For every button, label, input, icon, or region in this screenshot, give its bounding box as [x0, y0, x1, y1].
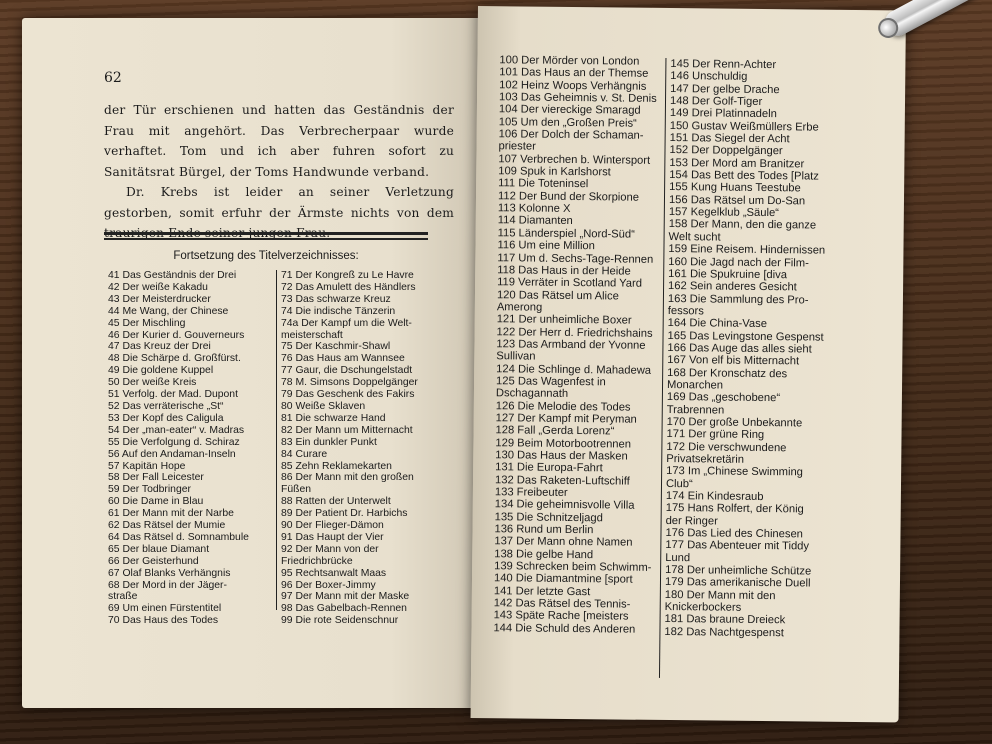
title-index-entry: 84 Curare — [281, 448, 328, 460]
title-index-entry: 147 Der gelbe Drache — [670, 82, 780, 96]
title-index-entry: 161 Die Spukruine [diva — [668, 267, 788, 282]
title-index-entry: 149 Drei Platinnadeln — [669, 107, 777, 121]
title-index-entry: 137 Der Mann ohne Namen — [494, 535, 633, 550]
title-index-entry: Füßen — [281, 484, 312, 496]
title-index-entry: 44 Me Wang, der Chinese — [108, 305, 229, 317]
title-index-entry: 98 Das Gabelbach-Rennen — [281, 603, 407, 615]
story-text — [104, 100, 454, 244]
page-number: 62 — [104, 70, 122, 86]
title-index-entry: 121 Der unheimliche Boxer — [496, 313, 632, 327]
title-index-entry: 74 Die indische Tänzerin — [281, 305, 396, 317]
title-index-entry: 53 Der Kopf des Caligula — [108, 412, 224, 424]
title-index-entry: 136 Rund um Berlin — [494, 523, 594, 537]
title-index-entry: 111 Die Toteninsel — [498, 177, 589, 191]
title-index-entry: 162 Sein anderes Gesicht — [668, 280, 797, 294]
title-index-entry: 168 Der Kronschatz des — [667, 366, 788, 380]
title-index-entry: 95 Rechtsanwalt Maas — [281, 567, 387, 579]
double-rule-divider — [104, 232, 428, 240]
title-index-entry: 55 Die Verfolgung d. Schiraz — [108, 436, 240, 448]
title-index-entry: 105 Um den „Großen Preis“ — [498, 115, 637, 130]
title-index-entry: Sullivan — [496, 350, 536, 363]
title-index-entry: 45 Der Mischling — [108, 317, 186, 329]
title-index-entry: 176 Das Lied des Chinesen — [665, 527, 803, 541]
left-page — [22, 18, 482, 708]
title-index-entry: 83 Ein dunkler Punkt — [281, 436, 377, 448]
title-index-column — [108, 270, 286, 627]
title-index-entry: 159 Eine Reisem. Hindernissen — [668, 243, 826, 257]
title-index-entry: 113 Kolonne X — [497, 202, 571, 216]
title-index-entry: 124 Die Schlinge d. Mahadewa — [496, 362, 652, 377]
story-paragraph: der Tür erschienen und hatten das Geständnis der Frau mit angehört. Das Verbrecherpaar wurde verhaftet. Tom und ich aber fuhren sofort zu Sanitätsrat Bürgel, der Toms Handwunde verband. — [104, 103, 454, 179]
title-index-entry: 172 Die verschwundene — [666, 440, 787, 454]
title-index-entry: 167 Von elf bis Mitternacht — [667, 354, 800, 368]
title-index-entry: 100 Der Mörder von London — [499, 54, 640, 68]
title-index-entry: meisterschaft — [281, 329, 343, 341]
title-index-entry: Club“ — [665, 477, 693, 490]
title-index-entry: 64 Das Rätsel d. Somnambule — [108, 531, 249, 543]
title-index-entry: 155 Kung Huans Teestube — [669, 181, 801, 195]
title-index-entry: 131 Die Europa-Fahrt — [495, 461, 603, 475]
title-index-entry: 173 Im „Chinese Swimming — [666, 465, 803, 479]
title-index-entry: 102 Heinz Woops Verhängnis — [499, 78, 647, 93]
title-index-entry: 120 Das Rätsel um Alice — [496, 288, 619, 303]
title-index-entry: 46 Der Kurier d. Gouverneurs — [108, 329, 245, 341]
title-index-column — [276, 270, 460, 627]
title-index-entry: 52 Das verräterische „St“ — [108, 400, 224, 412]
title-index-entry: Monarchen — [666, 378, 724, 392]
title-index-entry: 153 Der Mord am Branitzer — [669, 156, 805, 171]
title-index-entry: 126 Die Melodie des Todes — [495, 399, 631, 414]
title-index-entry: 109 Spuk in Karlshorst — [498, 165, 611, 179]
story-paragraph: Dr. Krebs ist leider an seiner Verletzung gestorben, somit erfuhr der Ärmste nichts von dem traurigen Ende seiner jungen Frau. — [104, 185, 454, 240]
title-index-entry: Privatsekretärin — [666, 452, 745, 466]
title-index-entry: 171 Der grüne Ring — [666, 428, 765, 442]
title-index-entry: 123 Das Armband der Yvonne — [496, 338, 646, 352]
title-index-entry: 81 Die schwarze Hand — [281, 412, 386, 424]
title-index-entry: 146 Unschuldig — [670, 70, 748, 84]
title-index-entry: 59 Der Todbringer — [108, 484, 191, 496]
title-index-column — [659, 58, 870, 680]
title-index-entry: 96 Der Boxer-Jimmy — [281, 579, 376, 591]
title-index-entry: 129 Beim Motorbootrennen — [495, 436, 632, 451]
title-index-entry: 119 Verräter in Scotland Yard — [497, 276, 643, 290]
title-index-entry: Amerong — [496, 301, 543, 314]
title-index-entry: 130 Das Haus der Masken — [495, 449, 628, 463]
title-index-entry: 142 Das Rätsel des Tennis- — [493, 597, 631, 611]
title-index-entry: 48 Die Schärpe d. Großfürst. — [108, 353, 241, 365]
title-index-entry: 128 Fall „Gerda Lorenz“ — [495, 424, 615, 438]
title-index-entry: 112 Der Bund der Skorpione — [497, 190, 640, 204]
title-index-entry: 156 Das Rätsel um Do-San — [668, 193, 806, 208]
right-page — [471, 6, 906, 722]
title-index-entry: 174 Ein Kindesraub — [665, 490, 764, 504]
title-index-entry: 58 Der Fall Leicester — [108, 472, 204, 484]
title-index-entry: 49 Die goldene Kuppel — [108, 365, 214, 377]
title-index-entry: 135 Die Schnitzeljagd — [494, 510, 603, 525]
title-index-entry: 132 Das Raketen-Luftschiff — [494, 473, 630, 488]
title-index-entry: 115 Länderspiel „Nord-Süd“ — [497, 227, 635, 241]
title-index-entry: 76 Das Haus am Wannsee — [281, 353, 405, 365]
title-index-entry: Lund — [665, 551, 691, 565]
title-index-entry: 57 Kapitän Hope — [108, 460, 186, 472]
title-index-entry: 125 Das Wagenfest in — [496, 375, 606, 389]
pen — [862, 0, 992, 42]
title-index-entry: 69 Um einen Fürstentitel — [108, 603, 222, 615]
title-index-entry: 42 Der weiße Kakadu — [108, 281, 208, 293]
title-index-entry: 97 Der Mann mit der Maske — [281, 591, 410, 603]
title-index-entry: der Ringer — [665, 514, 718, 528]
title-index-entry: 181 Das braune Dreieck — [664, 613, 786, 627]
title-index-entry: priester — [498, 140, 536, 154]
title-index-entry: 154 Das Bett des Todes [Platz — [669, 169, 819, 183]
title-index-entry: 88 Ratten der Unterwelt — [281, 496, 391, 508]
index-heading: Fortsetzung des Titelverzeichnisses: — [173, 250, 359, 262]
title-index-entry: 145 Der Renn-Achter — [670, 58, 777, 72]
title-index-entry: 56 Auf den Andaman-Inseln — [108, 448, 236, 460]
title-index-entry: 158 Der Mann, den die ganze — [668, 218, 817, 233]
title-index-entry: 50 Der weiße Kreis — [108, 377, 197, 389]
title-index-entry: Dschagannath — [495, 387, 569, 401]
title-index-entry: 127 Der Kampf mit Peryman — [495, 412, 637, 426]
title-index-entry: 90 Der Flieger-Dämon — [281, 520, 384, 532]
title-index-entry: 62 Das Rätsel der Mumie — [108, 520, 226, 532]
title-index-entry: 139 Schrecken beim Schwimm- — [494, 560, 652, 574]
title-index-entry: 157 Kegelklub „Säule“ — [668, 206, 780, 220]
title-index-entry: 163 Die Sammlung des Pro- — [667, 292, 809, 307]
title-index-entry: 180 Der Mann mit den — [664, 588, 776, 602]
title-index-entry: 85 Zehn Reklamekarten — [281, 460, 392, 472]
title-index-entry: 47 Das Kreuz der Drei — [108, 341, 211, 353]
title-index-entry: 150 Gustav Weißmüllers Erbe — [669, 119, 819, 134]
title-index-entry: Trabrennen — [666, 403, 725, 417]
title-index-entry: 70 Das Haus des Todes — [108, 615, 219, 627]
title-index-entry: 60 Die Dame in Blau — [108, 496, 204, 508]
title-index-entry: 86 Der Mann mit den großen — [281, 472, 414, 484]
title-index-entry: 65 Der blaue Diamant — [108, 543, 210, 555]
title-index-entry: 103 Das Geheimnis v. St. Denis — [498, 91, 657, 105]
title-index-entry: 178 Der unheimliche Schütze — [665, 564, 812, 578]
title-index-entry: 51 Verfolg. der Mad. Dupont — [108, 389, 238, 401]
title-index-entry: 122 Der Herr d. Friedrichshains — [496, 325, 653, 340]
title-index-entry: 73 Das schwarze Kreuz — [281, 293, 391, 305]
title-index-entry: 134 Die geheimnisvolle Villa — [494, 498, 635, 513]
title-index-entry: 104 Der viereckige Smaragd — [498, 103, 641, 118]
title-index-entry: 141 Der letzte Gast — [493, 584, 591, 598]
title-index-entry: 99 Die rote Seidenschnur — [281, 615, 399, 627]
title-index-entry: Knickerbockers — [664, 601, 742, 614]
title-index-entry: 165 Das Levingstone Gespenst — [667, 329, 824, 344]
title-index-entry: 114 Diamanten — [497, 214, 573, 228]
title-index-entry: 117 Um d. Sechs-Tage-Rennen — [497, 251, 654, 266]
title-index-entry: 177 Das Abenteuer mit Tiddy — [665, 539, 810, 553]
title-index-entry: 80 Weiße Sklaven — [281, 400, 366, 412]
title-index-entry: 169 Das „geschobene“ — [666, 391, 781, 405]
title-index-entry: 82 Der Mann um Mitternacht — [281, 424, 413, 436]
title-index-entry: 170 Der große Unbekannte — [666, 415, 803, 430]
title-index-entry: 92 Der Mann von der — [281, 543, 379, 555]
title-index-entry: 72 Das Amulett des Händlers — [281, 281, 416, 293]
title-index-entry: 179 Das amerikanische Duell — [664, 576, 811, 590]
title-index-entry: Welt sucht — [668, 230, 721, 244]
title-index-entry: 140 Die Diamantmine [sport — [493, 572, 633, 587]
title-index-entry: 152 Der Doppelgänger — [669, 144, 783, 158]
title-index-entry: 61 Der Mann mit der Narbe — [108, 508, 234, 520]
title-index-entry: 143 Späte Rache [meisters — [493, 609, 629, 624]
title-index-entry: straße — [108, 591, 138, 603]
title-index-entry: 78 M. Simsons Doppelgänger — [281, 377, 418, 389]
title-index-entry: 133 Freibeuter — [494, 486, 568, 499]
title-index-entry: 148 Der Golf-Tiger — [669, 95, 763, 109]
title-index-entry: 101 Das Haus an der Themse — [499, 66, 649, 81]
pen-barrel — [880, 0, 992, 40]
title-index-entry: 138 Die gelbe Hand — [494, 547, 594, 561]
title-index-entry: 144 Die Schuld des Anderen — [493, 622, 636, 636]
title-index-entry: 89 Der Patient Dr. Harbichs — [281, 508, 408, 520]
title-index-entry: 164 Die China-Vase — [667, 317, 768, 331]
title-index-entry: 43 Der Meisterdrucker — [108, 293, 211, 305]
title-index-entry: 175 Hans Rolfert, der König — [665, 502, 804, 516]
title-index-column — [493, 54, 669, 636]
title-index-entry: 74a Der Kampf um die Welt- — [281, 317, 412, 329]
title-index-entry: 166 Das Auge das alles sieht — [667, 341, 812, 356]
title-index-entry: 75 Der Kaschmir-Shawl — [281, 341, 391, 353]
title-index-entry: 106 Der Dolch der Schaman- — [498, 128, 644, 142]
title-index-entry: 68 Der Mord in der Jäger- — [108, 579, 227, 591]
title-index-entry: Friedrichbrücke — [281, 555, 353, 567]
title-index-entry: 67 Olaf Blanks Verhängnis — [108, 567, 231, 579]
title-index-entry: 151 Das Siegel der Acht — [669, 132, 790, 146]
title-index-entry: 41 Das Geständnis der Drei — [108, 270, 237, 281]
title-index-entry: 118 Das Haus in der Heide — [497, 264, 631, 278]
title-index-entry: 77 Gaur, die Dschungelstadt — [281, 365, 413, 377]
title-index-entry: 71 Der Kongreß zu Le Havre — [281, 270, 414, 281]
title-index-entry: 182 Das Nachtgespenst — [664, 625, 784, 640]
title-index-entry: 66 Der Geisterhund — [108, 555, 199, 567]
title-index-entry: 160 Die Jagd nach der Film- — [668, 255, 809, 269]
title-index-entry: 116 Um eine Million — [497, 239, 595, 253]
title-index-entry: fessors — [667, 304, 704, 318]
title-index-entry: 91 Das Haupt der Vier — [281, 531, 384, 543]
title-index-entry: 54 Der „man-eater“ v. Madras — [108, 424, 245, 436]
title-index-entry: 79 Das Geschenk des Fakirs — [281, 389, 415, 401]
title-index-entry: 107 Verbrechen b. Wintersport — [498, 152, 651, 167]
